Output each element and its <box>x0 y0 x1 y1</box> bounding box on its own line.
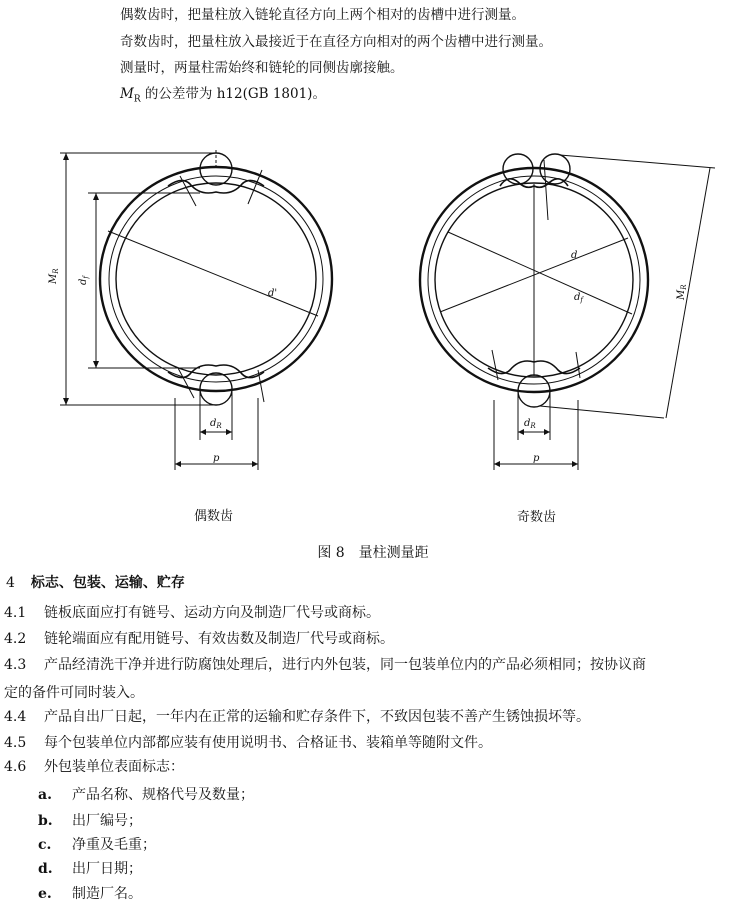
odd-tooth-title: 奇数齿 <box>517 510 557 525</box>
section-number: 4 <box>6 575 15 591</box>
even-sprocket-drawing <box>60 150 332 470</box>
item-4-5: 4.5 每个包装单位内部都应装有使用说明书、合格证书、装箱单等随附文件。 <box>4 735 492 751</box>
sub-item-a: a. 产品名称、规格代号及数量； <box>38 787 254 803</box>
sub-item-d: d. 出厂日期； <box>38 861 142 877</box>
label-p-left: p <box>213 453 220 464</box>
label-d-left: d' <box>268 288 278 299</box>
label-mr-right: $M_R$ <box>676 284 688 300</box>
item-4-6: 4.6 外包装单位表面标志： <box>4 759 184 775</box>
section-title: 标志、包装、运输、贮存 <box>30 575 185 591</box>
label-df-left: $d_f$ <box>78 276 90 285</box>
sub-item-b: b. 出厂编号； <box>38 813 142 829</box>
intro-line-1: 偶数齿时，把量柱放入链轮直径方向上两个相对的齿槽中进行测量。 <box>120 7 525 23</box>
label-d-right: d <box>571 250 578 261</box>
item-4-3-continuation: 定的备件可同时装入。 <box>4 685 144 701</box>
mr-subscript: R <box>133 94 141 105</box>
sub-item-e: e. 制造厂名。 <box>38 886 142 902</box>
sub-item-c: c. 净重及毛重； <box>38 837 156 853</box>
odd-sprocket-drawing <box>420 154 715 470</box>
item-4-1: 4.1 链板底面应打有链号、运动方向及制造厂代号或商标。 <box>4 605 380 621</box>
section-heading <box>6 572 185 592</box>
intro-line-2: 奇数齿时，把量柱放入最接近于在直径方向相对的两个齿槽中进行测量。 <box>120 34 552 50</box>
intro-line-3: 测量时，两量柱需始终和链轮的同侧齿廓接触。 <box>120 60 404 76</box>
item-4-3: 4.3 产品经清洗干净并进行防腐蚀处理后，进行内外包装，同一包装单位内的产品必须相同；按协议商 <box>4 657 646 673</box>
label-p-right: p <box>533 453 540 464</box>
label-mr-left: $M_R$ <box>48 268 60 284</box>
even-tooth-title: 偶数齿 <box>194 509 234 524</box>
item-4-2: 4.2 链轮端面应有配用链号、有效齿数及制造厂代号或商标。 <box>4 631 394 647</box>
label-dr-right: $d_R$ <box>524 418 536 430</box>
label-dr-left: $d_R$ <box>210 418 222 430</box>
mr-symbol: M <box>120 86 134 102</box>
label-df-right: $d_f$ <box>574 292 583 304</box>
figure-caption: 图 8 量柱测量距 <box>317 545 429 561</box>
item-4-4: 4.4 产品自出厂日起，一年内在正常的运输和贮存条件下，不致因包装不善产生锈蚀损坏等。 <box>4 709 590 725</box>
tolerance-text: 的公差带为 h12(GB 1801)。 <box>140 86 326 102</box>
